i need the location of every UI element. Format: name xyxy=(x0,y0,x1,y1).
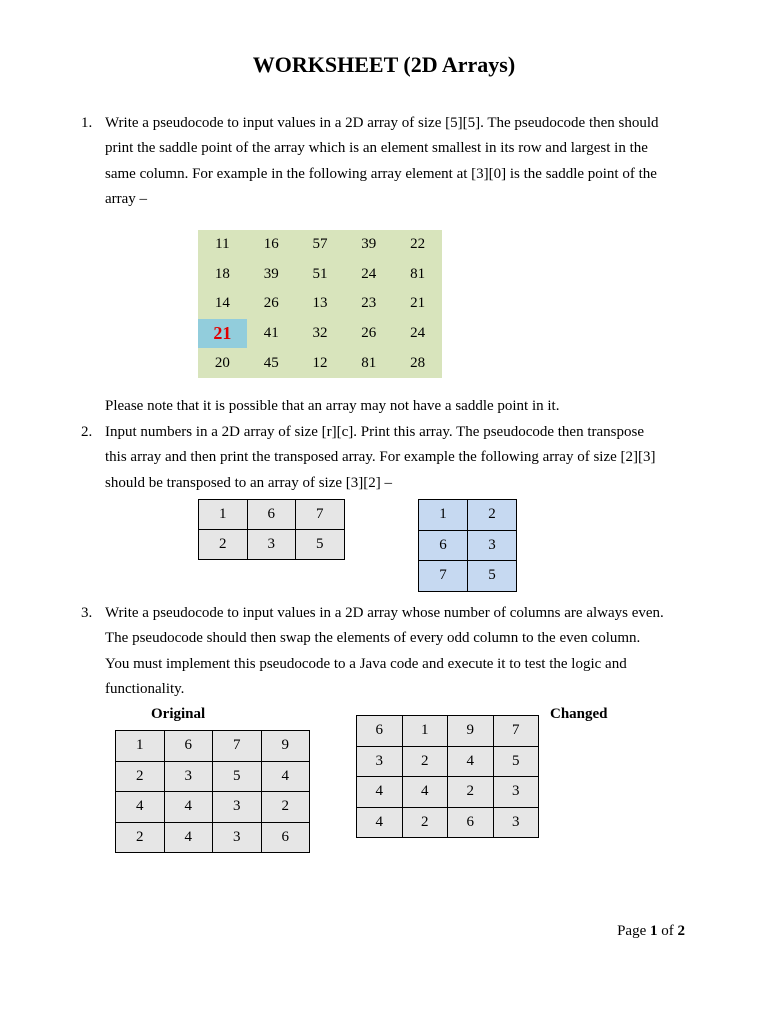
array-cell: 2 xyxy=(261,792,310,823)
table-row xyxy=(198,260,442,290)
matrix-cell: 51 xyxy=(312,265,328,282)
question-2-number: 2. xyxy=(81,424,93,440)
table-row xyxy=(419,561,517,592)
array-cell: 5 xyxy=(296,530,345,560)
array-cell: 4 xyxy=(164,822,213,853)
array-cell: 9 xyxy=(261,731,310,762)
matrix-cell: 22 xyxy=(410,236,426,253)
matrix-cell: 39 xyxy=(263,265,279,282)
array-cell: 1 xyxy=(199,500,248,530)
array-cell: 3 xyxy=(164,761,213,792)
question-2-line: Input numbers in a 2D array of size [r][c]. Print this array. The pseudocode then transpose xyxy=(105,424,644,440)
matrix-cell: 28 xyxy=(410,354,426,371)
table-row xyxy=(116,731,310,762)
page-of: of xyxy=(661,923,674,939)
array-cell: 2 xyxy=(116,822,165,853)
matrix-cell: 26 xyxy=(263,295,279,312)
array-cell: 3 xyxy=(468,530,517,561)
saddle-point-cell: 21 xyxy=(198,319,247,349)
table-row xyxy=(357,716,539,747)
matrix-cell: 81 xyxy=(410,265,426,282)
matrix-cell: 11 xyxy=(215,236,230,253)
page-prefix: Page xyxy=(617,923,647,939)
array-cell: 5 xyxy=(468,561,517,592)
matrix-cell: 18 xyxy=(214,265,230,282)
array-cell: 2 xyxy=(468,500,517,531)
table-row xyxy=(199,530,345,560)
worksheet-title: WORKSHEET (2D Arrays) xyxy=(252,52,516,77)
array-cell: 1 xyxy=(402,716,448,747)
question-1-line: same column. For example in the following array element at [3][0] is the saddle point of the xyxy=(105,165,657,182)
array-cell: 6 xyxy=(247,500,296,530)
matrix-cell: 16 xyxy=(263,236,279,253)
array-cell: 6 xyxy=(448,807,494,838)
array-cell: 9 xyxy=(448,716,494,747)
table-row xyxy=(419,500,517,531)
array-cell: 2 xyxy=(402,746,448,777)
array-cell: 6 xyxy=(419,530,468,561)
table-row xyxy=(198,230,442,260)
note-text: Please note that it is possible that an array may not have a saddle point in it. xyxy=(105,398,560,414)
original-2x3-array xyxy=(198,499,345,560)
question-2-line: this array and then print the transposed array. For example the following array of size [2][3] xyxy=(105,449,656,466)
question-3-number: 3. xyxy=(81,605,93,621)
matrix-cell: 12 xyxy=(312,354,328,371)
array-cell: 4 xyxy=(116,792,165,823)
array-cell: 3 xyxy=(247,530,296,560)
matrix-cell: 14 xyxy=(214,295,230,312)
question-2-text xyxy=(105,420,656,496)
saddle-point-matrix xyxy=(198,230,442,378)
page-number xyxy=(617,923,685,940)
table-row xyxy=(198,319,442,349)
matrix-cell: 13 xyxy=(312,295,328,312)
array-cell: 3 xyxy=(493,807,539,838)
array-cell: 4 xyxy=(357,807,403,838)
array-cell: 2 xyxy=(448,777,494,808)
array-cell: 4 xyxy=(448,746,494,777)
question-1-line: Write a pseudocode to input values in a 2D array of size [5][5]. The pseudocode then should xyxy=(105,115,659,131)
array-cell: 3 xyxy=(213,822,262,853)
page-current: 1 xyxy=(650,923,658,939)
array-cell: 7 xyxy=(419,561,468,592)
table-row xyxy=(116,761,310,792)
question-3-line: You must implement this pseudocode to a Java code and execute it to test the logic and xyxy=(105,655,627,672)
array-cell: 7 xyxy=(493,716,539,747)
array-cell: 4 xyxy=(164,792,213,823)
question-1-line: array – xyxy=(105,190,148,207)
question-3-line: Write a pseudocode to input values in a 2D array whose number of columns are always even. xyxy=(105,605,664,621)
question-3-line: functionality. xyxy=(105,680,185,697)
table-row xyxy=(357,746,539,777)
array-cell: 6 xyxy=(164,731,213,762)
matrix-cell: 20 xyxy=(214,354,230,371)
matrix-cell: 23 xyxy=(361,295,377,312)
page-total: 2 xyxy=(677,923,685,939)
matrix-cell: 26 xyxy=(361,325,377,342)
table-row xyxy=(357,807,539,838)
changed-caption: Changed xyxy=(550,706,608,722)
matrix-cell: 45 xyxy=(263,354,279,371)
array-cell: 7 xyxy=(296,500,345,530)
matrix-cell: 32 xyxy=(312,325,328,342)
table-row xyxy=(198,348,442,378)
table-row xyxy=(116,792,310,823)
array-cell: 2 xyxy=(402,807,448,838)
changed-4x4-array xyxy=(356,715,539,838)
array-cell: 1 xyxy=(419,500,468,531)
table-row xyxy=(199,500,345,530)
array-cell: 2 xyxy=(199,530,248,560)
table-row xyxy=(357,777,539,808)
array-cell: 3 xyxy=(357,746,403,777)
matrix-cell: 24 xyxy=(361,265,377,282)
array-cell: 3 xyxy=(493,777,539,808)
matrix-cell: 57 xyxy=(312,236,328,253)
array-cell: 4 xyxy=(357,777,403,808)
question-3-text xyxy=(105,601,664,702)
array-cell: 1 xyxy=(116,731,165,762)
matrix-cell: 21 xyxy=(410,295,426,312)
array-cell: 7 xyxy=(213,731,262,762)
question-1-number: 1. xyxy=(81,115,93,131)
original-caption: Original xyxy=(151,706,206,722)
question-1-note xyxy=(105,394,559,419)
matrix-cell: 81 xyxy=(361,354,377,371)
array-cell: 4 xyxy=(261,761,310,792)
array-cell: 6 xyxy=(357,716,403,747)
table-row xyxy=(419,530,517,561)
matrix-cell: 39 xyxy=(361,236,377,253)
transposed-3x2-array xyxy=(418,499,517,592)
array-cell: 6 xyxy=(261,822,310,853)
question-1-text xyxy=(105,111,659,212)
question-2-line: should be transposed to an array of size [3][2] – xyxy=(105,474,392,491)
table-row xyxy=(116,822,310,853)
array-cell: 4 xyxy=(402,777,448,808)
array-cell: 5 xyxy=(493,746,539,777)
array-cell: 2 xyxy=(116,761,165,792)
table-row xyxy=(198,289,442,319)
question-1-line: print the saddle point of the array which is an element smallest in its row and largest in the xyxy=(105,140,648,157)
matrix-cell: 24 xyxy=(410,325,426,342)
array-cell: 3 xyxy=(213,792,262,823)
original-4x4-array xyxy=(115,730,310,853)
matrix-cell: 41 xyxy=(263,325,279,342)
array-cell: 5 xyxy=(213,761,262,792)
question-3-line: The pseudocode should then swap the elements of every odd column to the even column. xyxy=(105,630,641,647)
